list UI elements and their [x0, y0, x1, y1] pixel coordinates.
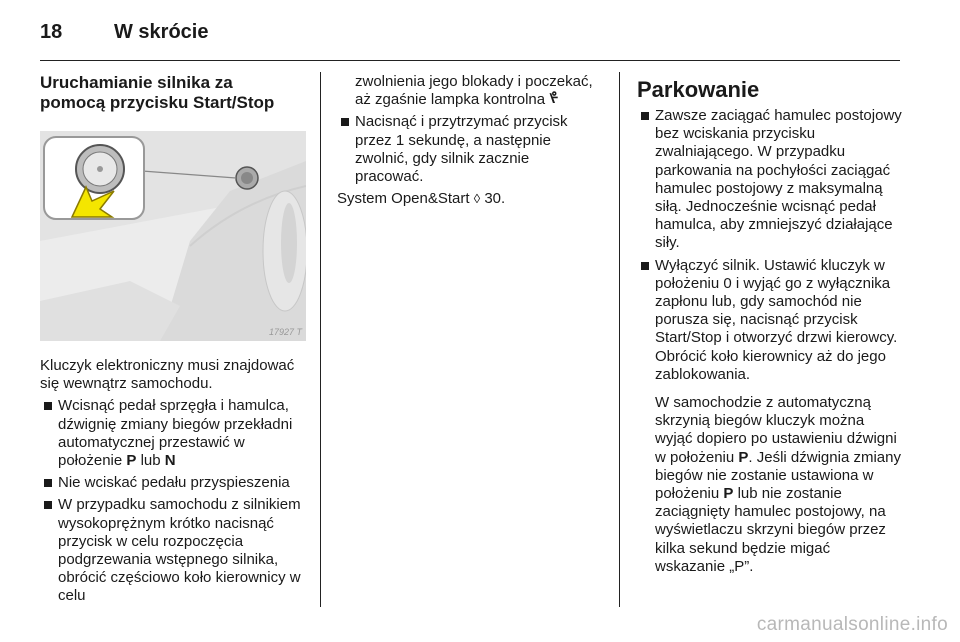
- column-divider-2: [619, 72, 620, 607]
- page-reference-icon: ◊: [473, 191, 481, 207]
- watermark: carmanualsonline.info: [756, 614, 948, 635]
- column-divider-1: [320, 72, 321, 607]
- step-clutch-brake: Wcisnąć pedał sprzęgła i hamulca, dźwignię zmiany biegów przekładni automatycznej przestawić w położenie P lub N: [40, 397, 308, 470]
- glow-plug-icon: ᢞ: [549, 91, 559, 109]
- section-title-parking: Parkowanie: [637, 77, 760, 102]
- step-diesel-preheat: W przypadku samochodu z silnikiem wysokoprężnym krótko nacisnąć przycisk w celu rozpoczęcia podgrzewania wstępnego silnika, obrócić częściowo koło kierownicy w celu: [40, 496, 308, 605]
- step-parking-brake: Zawsze zaciągać hamulec postojowy bez wciskania przycisku zwalniającego. W przypadku parkowania na pochyłości zaciągać hamulec postojowy z maksymalną siłą. Jednocześnie wcisnąć pedał hamulca, aby zmniejszyć działające siły.: [637, 107, 903, 253]
- column-1: [40, 73, 308, 610]
- section-title-start-stop: Uruchamianie silnika za pomocą przycisku Start/Stop: [40, 73, 275, 112]
- column-2: [337, 73, 599, 212]
- page-number: 18: [40, 20, 63, 43]
- cross-reference[interactable]: System Open&Start ◊ 30.: [337, 190, 506, 208]
- step-engine-off: Wyłączyć silnik. Ustawić kluczyk w położeniu 0 i wyjąć go z wyłącznika zapłonu lub, gdy samochód nie porusza się, nacisnąć przycisk Start/Stop i otworzyć drzwi kierowcy. Obrócić koło kierownicy aż do jego zablokowania. W samochodzie z automatyczną skrzynią biegów kluczyk można wyjąć dopiero po ustawieniu dźwigni w położeniu P. Jeśli dźwignia zmiany biegów nie zostanie ustawiona w położeniu P lub nie zostanie zaciągnięty hamulec postojowy, na wyświetlaczu skrzyni biegów przez kilka sekund będzie migać wskazanie „P”.: [637, 257, 903, 576]
- parking-steps-list: [637, 107, 903, 576]
- running-title: W skrócie: [114, 20, 209, 43]
- step-diesel-preheat-continued: zwolnienia jego blokady i poczekać, aż zgaśnie lampka kontrolna ᢞ: [355, 73, 593, 109]
- header-rule: [40, 60, 900, 61]
- column-3: [637, 73, 903, 580]
- start-steps-list: [40, 397, 308, 605]
- intro-paragraph: Kluczyk elektroniczny musi znajdować się wewnątrz samochodu.: [40, 357, 295, 393]
- start-button-illustration: [40, 131, 306, 341]
- step-accelerator: Nie wciskać pedału przyspieszenia: [40, 474, 308, 492]
- step-press-start-button: Nacisnąć i przytrzymać przycisk przez 1 sekundę, a następnie zwolnić, gdy silnik zacznie pracować.: [337, 113, 599, 186]
- page-header: [40, 16, 208, 48]
- dashboard-illustration: [40, 131, 306, 341]
- automatic-gearbox-note: W samochodzie z automatyczną skrzynią biegów kluczyk można wyjąć dopiero po ustawieniu dźwigni w położeniu P. Jeśli dźwignia zmiany biegów nie zostanie ustawiona w położeniu P lub nie zostanie zaciągnięty hamulec postojowy, na wyświetlaczu skrzyni biegów przez kilka sekund będzie migać wskazanie „P”.: [655, 394, 901, 575]
- figure-code: 17927 T: [268, 326, 302, 337]
